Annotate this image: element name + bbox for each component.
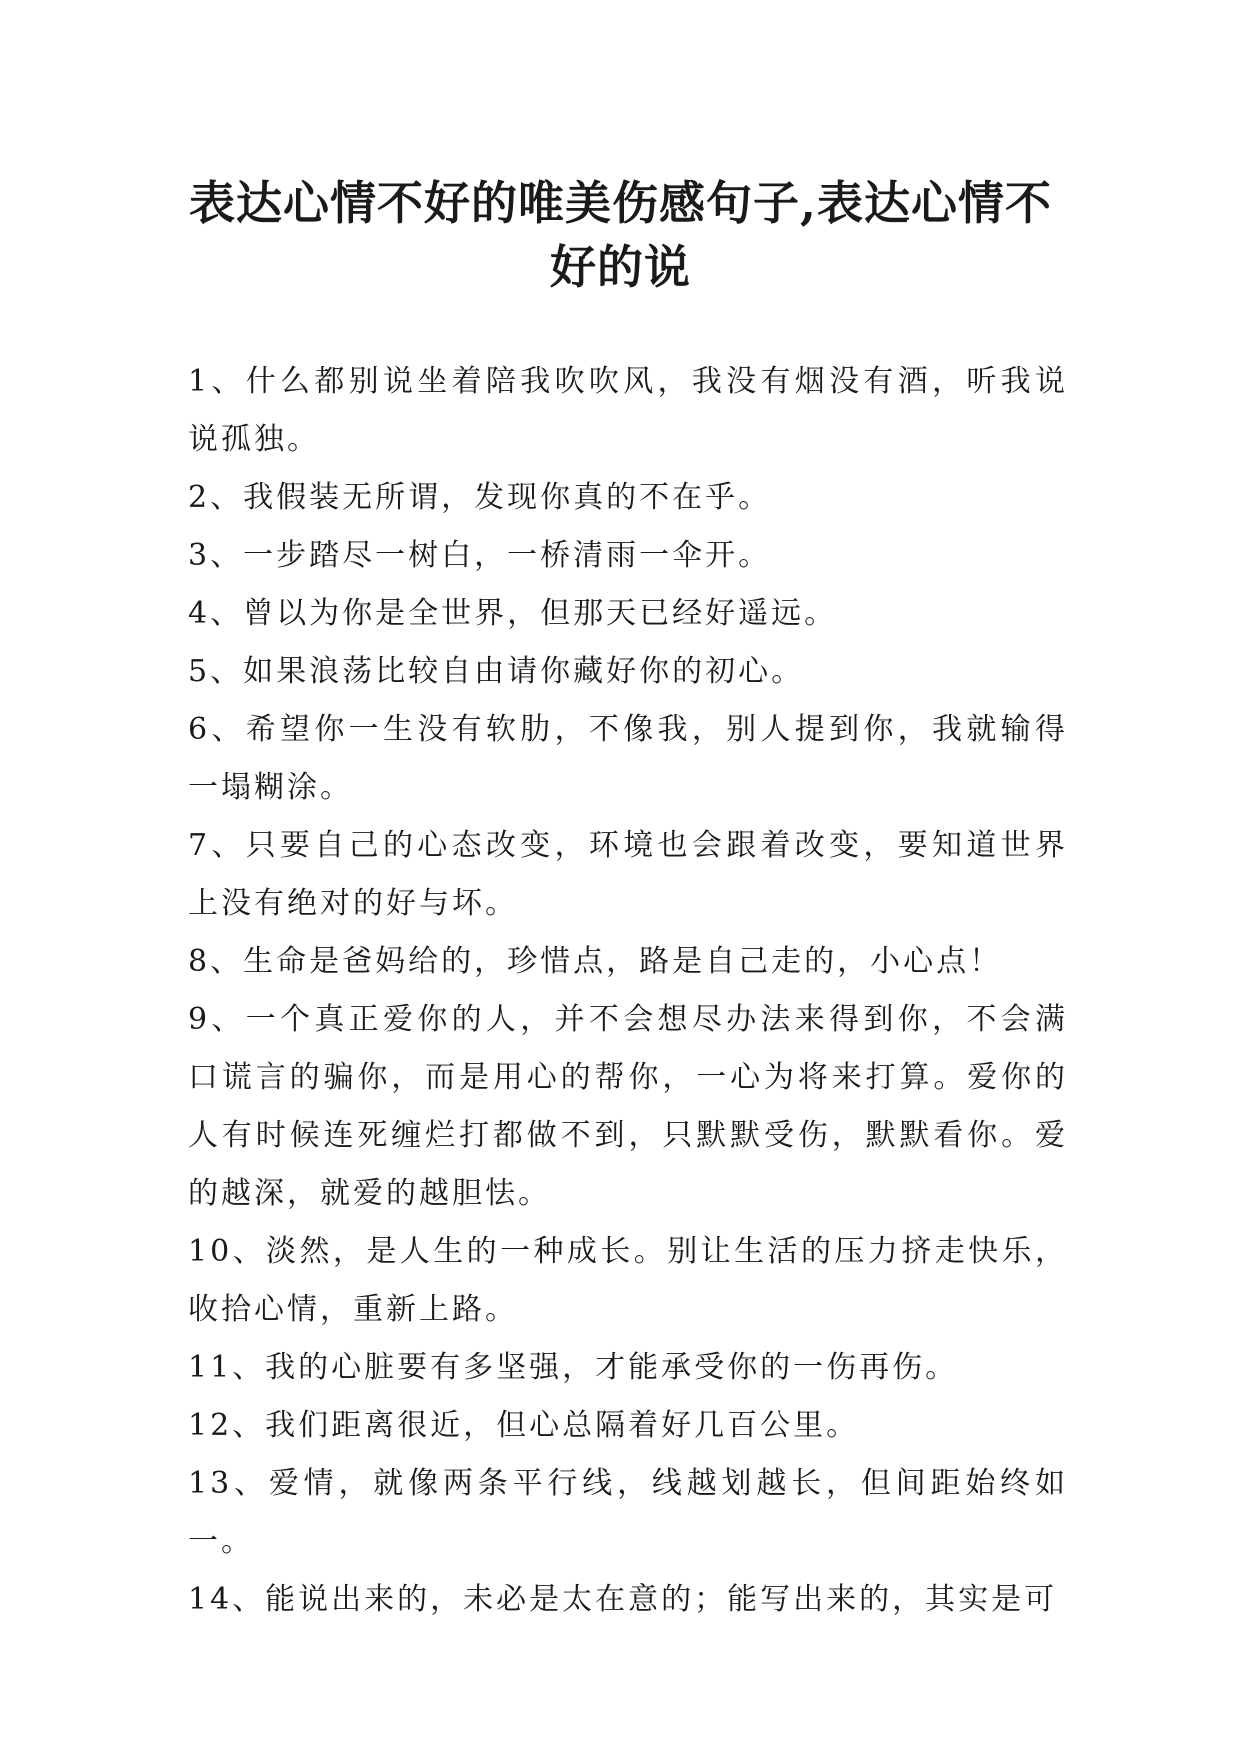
title-line-2: 好的说	[550, 239, 691, 294]
list-item: 11、我的心脏要有多坚强，才能承受你的一伤再伤。	[188, 1350, 959, 1385]
list-item: 7、只要自己的心态改变，环境也会跟着改变，要知道世界上没有绝对的好与坏。	[188, 828, 1068, 921]
list-item: 10、淡然，是人生的一种成长。别让生活的压力挤走快乐，收拾心情，重新上路。	[188, 1234, 1068, 1327]
sentence-list	[188, 353, 1068, 1629]
page-title	[150, 171, 1091, 299]
list-item: 4、曾以为你是全世界，但那天已经好遥远。	[188, 596, 838, 631]
list-item: 2、我假装无所谓，发现你真的不在乎。	[188, 480, 772, 515]
list-item: 14、能说出来的，未必是太在意的；能写出来的，其实是可	[188, 1582, 1058, 1617]
list-item: 12、我们距离很近，但心总隔着好几百公里。	[188, 1408, 860, 1443]
list-item: 13、爱情，就像两条平行线，线越划越长，但间距始终如一。	[188, 1466, 1068, 1559]
list-item: 8、生命是爸妈给的，珍惜点，路是自己走的，小心点！	[188, 944, 1003, 979]
list-item: 9、一个真正爱你的人，并不会想尽办法来得到你，不会满口谎言的骗你，而是用心的帮你，一心为将来打算。爱你的人有时候连死缠烂打都做不到，只默默受伤，默默看你。爱的越深，就爱的越胆怯。	[188, 1002, 1068, 1211]
list-item: 1、什么都别说坐着陪我吹吹风，我没有烟没有酒，听我说说孤独。	[188, 364, 1068, 457]
list-item: 5、如果浪荡比较自由请你藏好你的初心。	[188, 654, 805, 689]
list-item: 6、希望你一生没有软肋，不像我，别人提到你，我就输得一塌糊涂。	[188, 712, 1068, 805]
list-item: 3、一步踏尽一树白，一桥清雨一伞开。	[188, 538, 772, 573]
title-line-1: 表达心情不好的唯美伤感句子,表达心情不	[188, 175, 1052, 230]
